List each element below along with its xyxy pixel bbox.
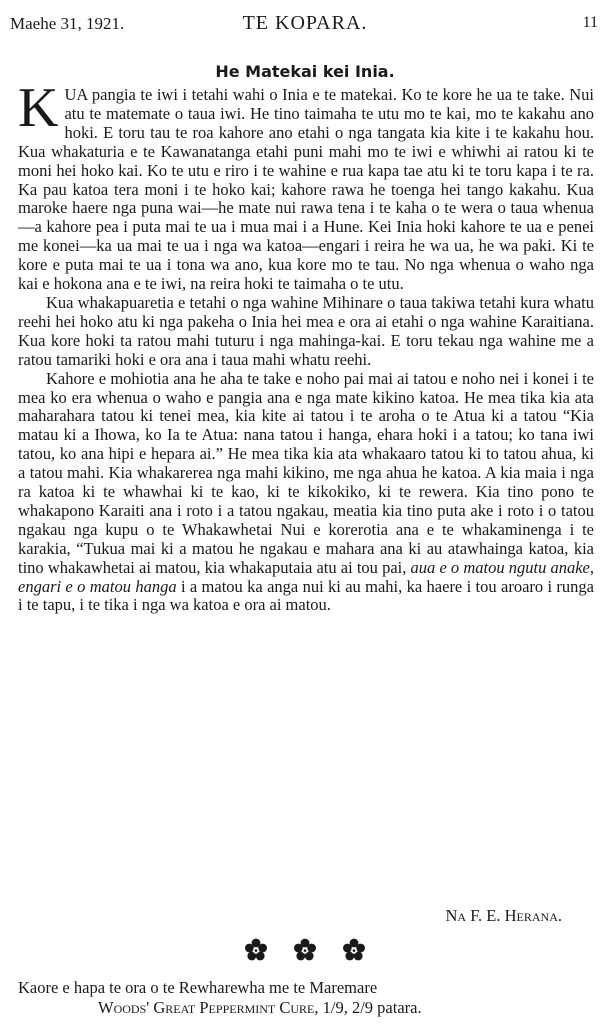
paragraph-1: [18, 77, 594, 294]
newspaper-title: TE KOPARA.: [242, 12, 368, 34]
paragraph-3-text: Kahore e mohiotia ana he aha te take e noho pai mai ai tatou e noho nei i konei i te mea ko era whenua o waho e pangia ana e nga mate kikino katoa. He mea tika kia ata maharahara tatou ki tenei mea, kia kite ai tatou i te aroha o te Atua ki a tatou “Kia matau ki a Ihowa, ko Ia te Atua: nana tatou i hanga, ehara hoki i a tatou; ko tana iwi tatou, ko ana hipi e hepara ai.” He mea tika kia ata whakaaro tatou ki to tatou ahua, ki a tatou mahi. Kia whakarerea nga mahi kikino, me nga ahua he katoa. A kia maia i nga ra katoa ki te whawhai ki te kao, ki te kikokiko, ki te rewera. Kia tino pono te whakapono Karaiti ana i roto i a tatou ngakau, meatia kia tino puta ake i roto i o tatou ngakau nga kupu o te Whakawhetai Nui e korerotia ana e te whakaminenga i te karakia, “Tukua mai ki a matou he ngakau e mahara ana ki au atawhainga katoa, kia tino whakawhetai ai matou, kia whakaputaia atu ai tou pai,: [18, 368, 594, 577]
article-headline: He Matekai kei Inia.: [215, 62, 395, 81]
italic-phrase: aua e o matou ngutu anake, engari e o matou hanga: [18, 557, 594, 596]
article-body: [18, 77, 594, 615]
page-header: [10, 14, 600, 40]
product-name: Woods' Great Peppermint Cure,: [98, 998, 319, 1017]
flower-ornament-icon: [293, 938, 317, 962]
paragraph-3: [18, 370, 594, 616]
drop-cap: K: [18, 77, 59, 139]
flower-ornament-icon: [244, 938, 268, 962]
paragraph-2: Kua whakapuaretia e tetahi o nga wahine Mihinare o taua takiwa tetahi kura whatu reehi hei hoko atu ki nga pakeha o Inia hei mea e ora ai etahi o nga wahine Karaitiana. Kua kore hoki ta ratou mahi tuturu i nga mahinga-kai. E toru tekau nga wahine me a ratou tamariki hoki e ora ana i taua mahi whatu reehi.: [18, 292, 594, 369]
paragraph-1-text: UA pangia te iwi i tetahi wahi o Inia e te matekai. Ko te kore he ua te take. Nui atu te matemate o taua iwi. He tino taimaha te utu mo te kai, mo te kakahu ano hoki. E toru tau te roa kahore ano etahi o nga tangata kia kite i te kakahu hou. Kua whakaturia e te Kawanatanga etahi puni mahi mo te iwi e whiwhi ai ratou ki te moni hei hoko kai. Ko te utu e riro i te wahine e rua kapa tae atu ki te toru kapa i te ra. Ka pau katoa tera moni i te hoko kai; kahore rawa he toenga hei tango kakahu. Kua maroke haere nga puna wai—he mate nui rawa tena i te kaha o te wera o taua whenua—a kahore pea i puta mai te ua i mua mai i a Hune. Kei Inia hoki kahore te ua e penei me konei—ka ua mai te ua i nga wa katoa—engari i reira he wa ua, he wa paki. Ki te kore e puta mai te ua i tona wa ano, kua kore mo te tau. No nga whenua o waho nga kai e hokona ana e te iwi, na reira hoki te taimaha o te utu.: [18, 85, 594, 294]
signature: Na F. E. Herana.: [445, 906, 562, 925]
advertisement: [18, 978, 594, 1018]
advert-line-1: Kaore e hapa te ora o te Rewharewha me te Maremare: [18, 978, 378, 997]
flower-ornament-icon: [342, 938, 366, 962]
issue-date: Maehe 31, 1921.: [10, 14, 125, 33]
closing-text: i a matou ka anga nui ki au mahi, ka haere i tou aroaro i runga i te tapu, i te tika i nga wa katoa e ora ai matou.: [18, 576, 594, 615]
advert-line-2: [18, 998, 594, 1018]
product-price: 1/9, 2/9 patara.: [322, 998, 422, 1017]
page-number: 11: [582, 14, 598, 31]
ornament-divider: [0, 938, 610, 962]
